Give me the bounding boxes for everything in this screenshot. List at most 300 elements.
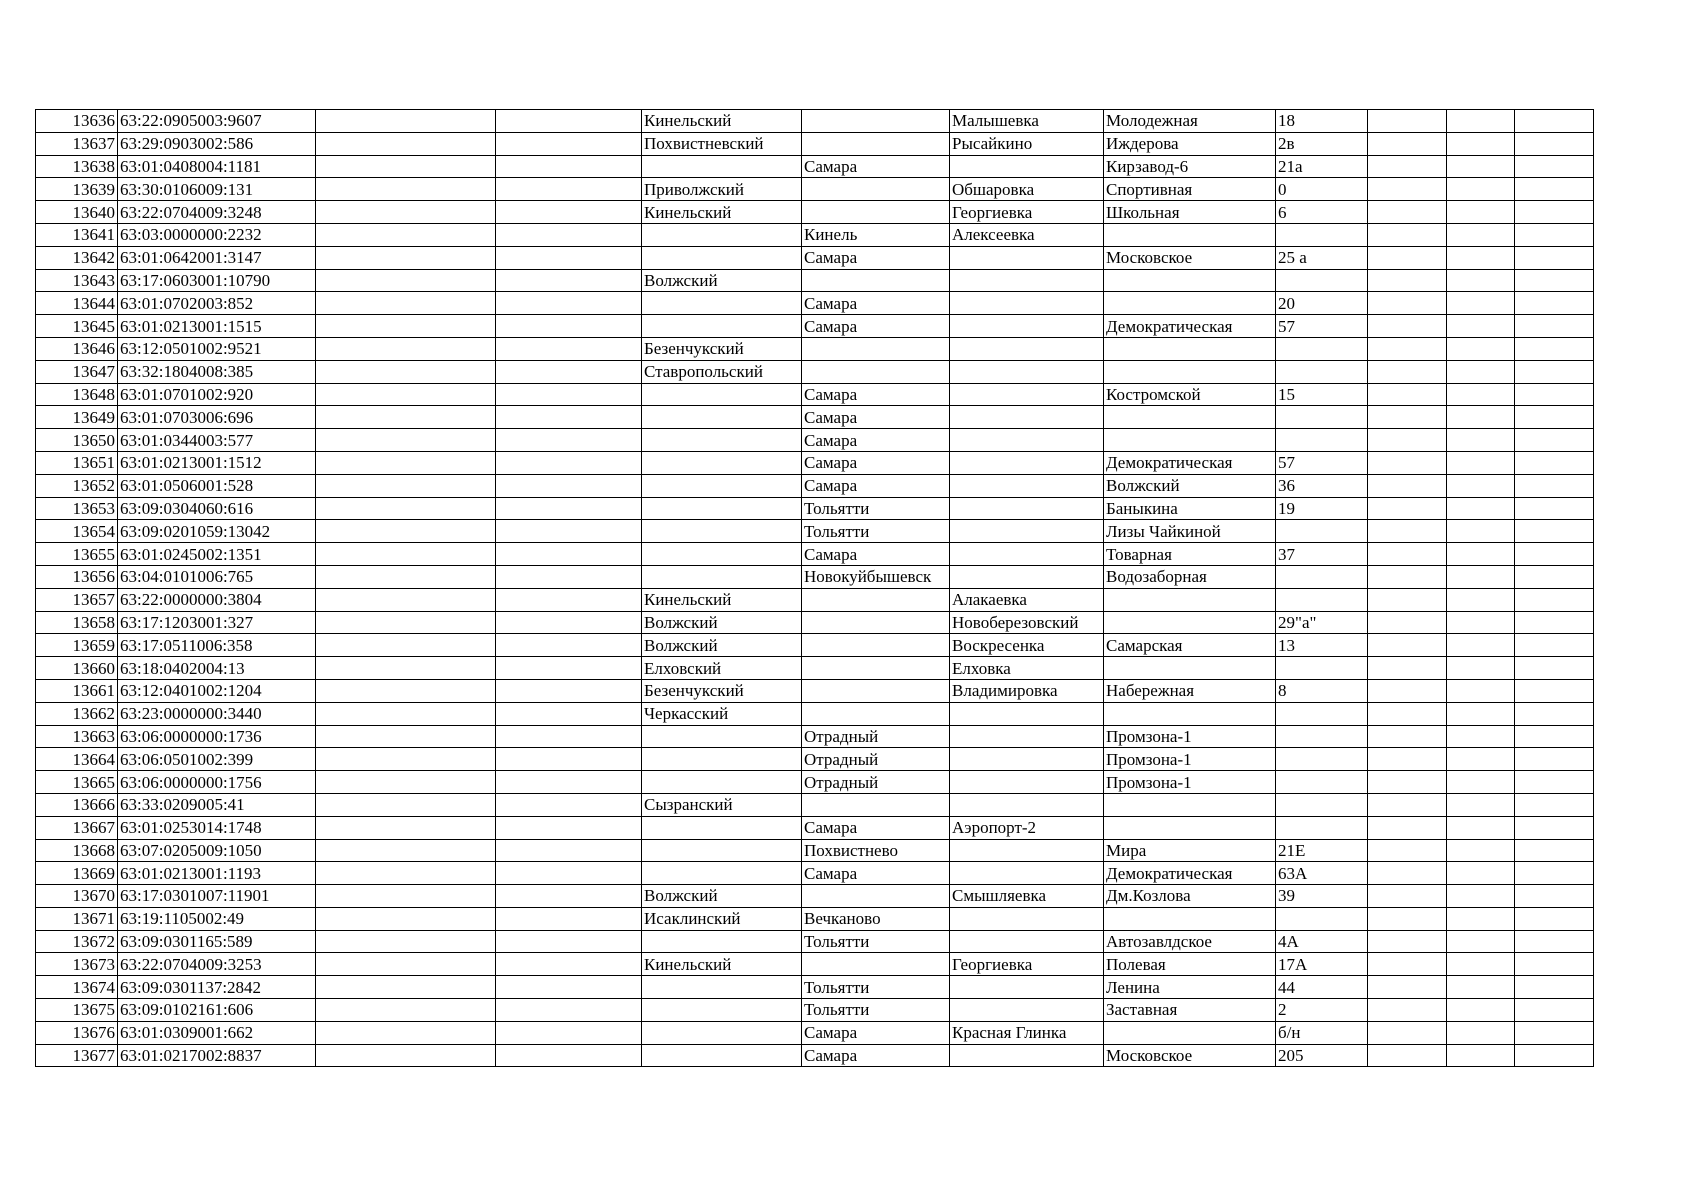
settlement-cell (950, 1044, 1104, 1067)
street-cell: Водозаборная (1104, 565, 1276, 588)
blank-cell-e (1515, 543, 1594, 566)
table-row (36, 793, 1594, 816)
table-row (36, 953, 1594, 976)
blank-cell-d (1447, 1021, 1515, 1044)
blank-cell-a (316, 588, 496, 611)
blank-cell-a (316, 451, 496, 474)
blank-cell-e (1515, 953, 1594, 976)
district-cell: Сызранский (642, 793, 802, 816)
blank-cell-a (316, 953, 496, 976)
table-row (36, 223, 1594, 246)
cadastral-number-cell: 63:22:0905003:9607 (118, 110, 316, 133)
district-cell: Волжский (642, 634, 802, 657)
district-cell (642, 474, 802, 497)
settlement-cell (950, 406, 1104, 429)
cadastral-number-cell: 63:17:0301007:11901 (118, 885, 316, 908)
house-cell: 20 (1276, 292, 1368, 315)
settlement-cell (950, 725, 1104, 748)
blank-cell-b (496, 657, 642, 680)
blank-cell-d (1447, 360, 1515, 383)
city-cell: Самара (802, 474, 950, 497)
table-row (36, 588, 1594, 611)
blank-cell-c (1368, 360, 1447, 383)
row-number-cell: 13660 (36, 657, 118, 680)
city-cell: Самара (802, 406, 950, 429)
blank-cell-d (1447, 269, 1515, 292)
blank-cell-b (496, 178, 642, 201)
table-row (36, 155, 1594, 178)
blank-cell-d (1447, 999, 1515, 1022)
city-cell: Самара (802, 1021, 950, 1044)
blank-cell-e (1515, 155, 1594, 178)
row-number-cell: 13647 (36, 360, 118, 383)
cadastral-number-cell: 63:09:0301165:589 (118, 930, 316, 953)
table-row (36, 657, 1594, 680)
blank-cell-e (1515, 292, 1594, 315)
cadastral-number-cell: 63:22:0704009:3248 (118, 201, 316, 224)
city-cell: Вечканово (802, 907, 950, 930)
table-row (36, 383, 1594, 406)
blank-cell-e (1515, 451, 1594, 474)
city-cell: Самара (802, 292, 950, 315)
blank-cell-b (496, 292, 642, 315)
table-row (36, 748, 1594, 771)
house-cell: 63А (1276, 862, 1368, 885)
blank-cell-b (496, 793, 642, 816)
street-cell: Московское (1104, 1044, 1276, 1067)
settlement-cell (950, 565, 1104, 588)
house-cell: 15 (1276, 383, 1368, 406)
street-cell (1104, 1021, 1276, 1044)
cadastral-number-cell: 63:12:0401002:1204 (118, 679, 316, 702)
house-cell: 37 (1276, 543, 1368, 566)
blank-cell-d (1447, 839, 1515, 862)
street-cell: Промзона-1 (1104, 725, 1276, 748)
blank-cell-e (1515, 223, 1594, 246)
street-cell: Кирзавод-6 (1104, 155, 1276, 178)
street-cell: Заставная (1104, 999, 1276, 1022)
row-number-cell: 13653 (36, 497, 118, 520)
cadastral-number-cell: 63:09:0301137:2842 (118, 976, 316, 999)
blank-cell-e (1515, 907, 1594, 930)
house-cell (1276, 360, 1368, 383)
settlement-cell (950, 292, 1104, 315)
cadastral-number-cell: 63:17:0511006:358 (118, 634, 316, 657)
blank-cell-d (1447, 315, 1515, 338)
blank-cell-c (1368, 429, 1447, 452)
row-number-cell: 13655 (36, 543, 118, 566)
table-row (36, 246, 1594, 269)
district-cell (642, 520, 802, 543)
district-cell (642, 451, 802, 474)
settlement-cell (950, 451, 1104, 474)
blank-cell-d (1447, 953, 1515, 976)
city-cell (802, 793, 950, 816)
cadastral-number-cell: 63:01:0703006:696 (118, 406, 316, 429)
blank-cell-b (496, 702, 642, 725)
city-cell: Отрадный (802, 725, 950, 748)
row-number-cell: 13664 (36, 748, 118, 771)
cadastral-number-cell: 63:09:0304060:616 (118, 497, 316, 520)
settlement-cell: Аэропорт-2 (950, 816, 1104, 839)
row-number-cell: 13668 (36, 839, 118, 862)
blank-cell-d (1447, 383, 1515, 406)
blank-cell-d (1447, 155, 1515, 178)
cadastral-number-cell: 63:06:0501002:399 (118, 748, 316, 771)
blank-cell-d (1447, 1044, 1515, 1067)
blank-cell-c (1368, 451, 1447, 474)
blank-cell-e (1515, 110, 1594, 133)
blank-cell-d (1447, 588, 1515, 611)
blank-cell-b (496, 201, 642, 224)
blank-cell-b (496, 269, 642, 292)
district-cell: Приволжский (642, 178, 802, 201)
blank-cell-a (316, 360, 496, 383)
street-cell (1104, 429, 1276, 452)
row-number-cell: 13644 (36, 292, 118, 315)
district-cell (642, 839, 802, 862)
blank-cell-d (1447, 110, 1515, 133)
blank-cell-d (1447, 292, 1515, 315)
blank-cell-b (496, 565, 642, 588)
city-cell: Самара (802, 155, 950, 178)
blank-cell-a (316, 702, 496, 725)
blank-cell-e (1515, 269, 1594, 292)
district-cell (642, 497, 802, 520)
blank-cell-b (496, 1044, 642, 1067)
blank-cell-e (1515, 725, 1594, 748)
blank-cell-b (496, 999, 642, 1022)
blank-cell-c (1368, 862, 1447, 885)
settlement-cell (950, 771, 1104, 794)
blank-cell-a (316, 155, 496, 178)
house-cell (1276, 269, 1368, 292)
blank-cell-b (496, 543, 642, 566)
blank-cell-c (1368, 725, 1447, 748)
blank-cell-b (496, 930, 642, 953)
blank-cell-b (496, 383, 642, 406)
table-row (36, 816, 1594, 839)
blank-cell-a (316, 429, 496, 452)
settlement-cell: Владимировка (950, 679, 1104, 702)
cadastral-number-cell: 63:01:0702003:852 (118, 292, 316, 315)
city-cell: Тольятти (802, 520, 950, 543)
district-cell (642, 543, 802, 566)
cadastral-number-cell: 63:01:0213001:1512 (118, 451, 316, 474)
row-number-cell: 13637 (36, 132, 118, 155)
house-cell (1276, 565, 1368, 588)
blank-cell-e (1515, 748, 1594, 771)
blank-cell-d (1447, 976, 1515, 999)
blank-cell-b (496, 360, 642, 383)
blank-cell-c (1368, 201, 1447, 224)
settlement-cell: Алакаевка (950, 588, 1104, 611)
district-cell (642, 565, 802, 588)
street-cell (1104, 702, 1276, 725)
blank-cell-e (1515, 178, 1594, 201)
district-cell: Исаклинский (642, 907, 802, 930)
settlement-cell: Новоберезовский (950, 611, 1104, 634)
settlement-cell (950, 930, 1104, 953)
settlement-cell (950, 999, 1104, 1022)
cadastral-number-cell: 63:07:0205009:1050 (118, 839, 316, 862)
cadastral-number-cell: 63:22:0000000:3804 (118, 588, 316, 611)
row-number-cell: 13642 (36, 246, 118, 269)
blank-cell-b (496, 771, 642, 794)
house-cell: 8 (1276, 679, 1368, 702)
house-cell (1276, 725, 1368, 748)
city-cell (802, 702, 950, 725)
blank-cell-c (1368, 337, 1447, 360)
blank-cell-c (1368, 1021, 1447, 1044)
row-number-cell: 13641 (36, 223, 118, 246)
blank-cell-b (496, 155, 642, 178)
house-cell: 17А (1276, 953, 1368, 976)
house-cell: б/н (1276, 1021, 1368, 1044)
row-number-cell: 13671 (36, 907, 118, 930)
house-cell (1276, 223, 1368, 246)
street-cell: Костромской (1104, 383, 1276, 406)
blank-cell-a (316, 132, 496, 155)
blank-cell-d (1447, 748, 1515, 771)
blank-cell-e (1515, 406, 1594, 429)
blank-cell-a (316, 383, 496, 406)
blank-cell-a (316, 885, 496, 908)
district-cell (642, 246, 802, 269)
table-row (36, 634, 1594, 657)
table-row (36, 885, 1594, 908)
cadastral-number-cell: 63:19:1105002:49 (118, 907, 316, 930)
street-cell (1104, 360, 1276, 383)
blank-cell-d (1447, 862, 1515, 885)
blank-cell-a (316, 771, 496, 794)
blank-cell-c (1368, 657, 1447, 680)
cadastral-number-cell: 63:22:0704009:3253 (118, 953, 316, 976)
table-row (36, 565, 1594, 588)
blank-cell-b (496, 611, 642, 634)
blank-cell-c (1368, 907, 1447, 930)
district-cell (642, 155, 802, 178)
house-cell: 21Е (1276, 839, 1368, 862)
row-number-cell: 13667 (36, 816, 118, 839)
blank-cell-a (316, 269, 496, 292)
blank-cell-d (1447, 771, 1515, 794)
row-number-cell: 13639 (36, 178, 118, 201)
house-cell (1276, 657, 1368, 680)
blank-cell-b (496, 315, 642, 338)
blank-cell-c (1368, 520, 1447, 543)
blank-cell-c (1368, 885, 1447, 908)
district-cell: Кинельский (642, 953, 802, 976)
blank-cell-e (1515, 976, 1594, 999)
city-cell: Тольятти (802, 976, 950, 999)
table-row (36, 292, 1594, 315)
street-cell: Баныкина (1104, 497, 1276, 520)
street-cell: Дм.Козлова (1104, 885, 1276, 908)
city-cell: Самара (802, 383, 950, 406)
table-row (36, 679, 1594, 702)
city-cell (802, 269, 950, 292)
house-cell: 18 (1276, 110, 1368, 133)
city-cell: Самара (802, 429, 950, 452)
blank-cell-b (496, 816, 642, 839)
table-row (36, 406, 1594, 429)
table-row (36, 976, 1594, 999)
blank-cell-b (496, 110, 642, 133)
blank-cell-c (1368, 930, 1447, 953)
settlement-cell (950, 520, 1104, 543)
blank-cell-d (1447, 201, 1515, 224)
blank-cell-b (496, 406, 642, 429)
city-cell: Новокуйбышевск (802, 565, 950, 588)
city-cell: Тольятти (802, 497, 950, 520)
blank-cell-e (1515, 999, 1594, 1022)
blank-cell-d (1447, 520, 1515, 543)
blank-cell-b (496, 907, 642, 930)
street-cell (1104, 793, 1276, 816)
blank-cell-d (1447, 223, 1515, 246)
table-row (36, 611, 1594, 634)
table-row (36, 474, 1594, 497)
city-cell: Тольятти (802, 930, 950, 953)
blank-cell-a (316, 474, 496, 497)
blank-cell-e (1515, 885, 1594, 908)
street-cell: Демократическая (1104, 862, 1276, 885)
city-cell: Похвистнево (802, 839, 950, 862)
blank-cell-c (1368, 748, 1447, 771)
house-cell: 19 (1276, 497, 1368, 520)
street-cell: Набережная (1104, 679, 1276, 702)
city-cell: Тольятти (802, 999, 950, 1022)
blank-cell-c (1368, 406, 1447, 429)
street-cell (1104, 223, 1276, 246)
blank-cell-b (496, 953, 642, 976)
street-cell (1104, 816, 1276, 839)
district-cell (642, 725, 802, 748)
cadastral-number-cell: 63:18:0402004:13 (118, 657, 316, 680)
city-cell (802, 679, 950, 702)
table-row (36, 110, 1594, 133)
city-cell: Самара (802, 862, 950, 885)
blank-cell-b (496, 520, 642, 543)
district-cell: Безенчукский (642, 337, 802, 360)
blank-cell-a (316, 543, 496, 566)
blank-cell-d (1447, 725, 1515, 748)
settlement-cell (950, 976, 1104, 999)
row-number-cell: 13646 (36, 337, 118, 360)
cadastral-number-cell: 63:33:0209005:41 (118, 793, 316, 816)
blank-cell-a (316, 1044, 496, 1067)
blank-cell-d (1447, 816, 1515, 839)
blank-cell-c (1368, 497, 1447, 520)
blank-cell-a (316, 816, 496, 839)
district-cell: Ставропольский (642, 360, 802, 383)
house-cell: 57 (1276, 315, 1368, 338)
table-body (36, 110, 1594, 1067)
blank-cell-c (1368, 178, 1447, 201)
blank-cell-a (316, 337, 496, 360)
cadastral-number-cell: 63:01:0213001:1515 (118, 315, 316, 338)
district-cell: Кинельский (642, 201, 802, 224)
street-cell (1104, 337, 1276, 360)
row-number-cell: 13659 (36, 634, 118, 657)
blank-cell-c (1368, 132, 1447, 155)
settlement-cell (950, 246, 1104, 269)
table-row (36, 907, 1594, 930)
blank-cell-c (1368, 1044, 1447, 1067)
cadastral-number-cell: 63:06:0000000:1756 (118, 771, 316, 794)
street-cell: Полевая (1104, 953, 1276, 976)
cadastral-number-cell: 63:17:0603001:10790 (118, 269, 316, 292)
street-cell (1104, 588, 1276, 611)
settlement-cell (950, 315, 1104, 338)
blank-cell-e (1515, 201, 1594, 224)
house-cell: 2 (1276, 999, 1368, 1022)
blank-cell-a (316, 634, 496, 657)
house-cell: 2в (1276, 132, 1368, 155)
district-cell: Кинельский (642, 110, 802, 133)
table-row (36, 839, 1594, 862)
row-number-cell: 13640 (36, 201, 118, 224)
blank-cell-a (316, 292, 496, 315)
blank-cell-a (316, 1021, 496, 1044)
cadastral-number-cell: 63:01:0245002:1351 (118, 543, 316, 566)
house-cell: 57 (1276, 451, 1368, 474)
row-number-cell: 13666 (36, 793, 118, 816)
blank-cell-c (1368, 999, 1447, 1022)
city-cell (802, 337, 950, 360)
district-cell (642, 771, 802, 794)
settlement-cell (950, 543, 1104, 566)
settlement-cell: Алексеевка (950, 223, 1104, 246)
city-cell (802, 110, 950, 133)
blank-cell-a (316, 839, 496, 862)
table-row (36, 930, 1594, 953)
blank-cell-e (1515, 315, 1594, 338)
blank-cell-d (1447, 679, 1515, 702)
row-number-cell: 13636 (36, 110, 118, 133)
cadastral-number-cell: 63:06:0000000:1736 (118, 725, 316, 748)
blank-cell-e (1515, 839, 1594, 862)
district-cell: Елховский (642, 657, 802, 680)
district-cell (642, 816, 802, 839)
house-cell: 21а (1276, 155, 1368, 178)
settlement-cell (950, 862, 1104, 885)
district-cell (642, 999, 802, 1022)
house-cell: 44 (1276, 976, 1368, 999)
blank-cell-c (1368, 110, 1447, 133)
street-cell: Волжский (1104, 474, 1276, 497)
blank-cell-a (316, 862, 496, 885)
street-cell: Московское (1104, 246, 1276, 269)
blank-cell-e (1515, 360, 1594, 383)
cadastral-number-cell: 63:01:0309001:662 (118, 1021, 316, 1044)
district-cell (642, 862, 802, 885)
settlement-cell: Рысайкино (950, 132, 1104, 155)
blank-cell-b (496, 1021, 642, 1044)
table-row (36, 360, 1594, 383)
district-cell (642, 383, 802, 406)
district-cell: Кинельский (642, 588, 802, 611)
table-row (36, 771, 1594, 794)
settlement-cell (950, 702, 1104, 725)
blank-cell-e (1515, 429, 1594, 452)
table-row (36, 178, 1594, 201)
blank-cell-e (1515, 520, 1594, 543)
blank-cell-e (1515, 702, 1594, 725)
table-row (36, 520, 1594, 543)
blank-cell-e (1515, 474, 1594, 497)
